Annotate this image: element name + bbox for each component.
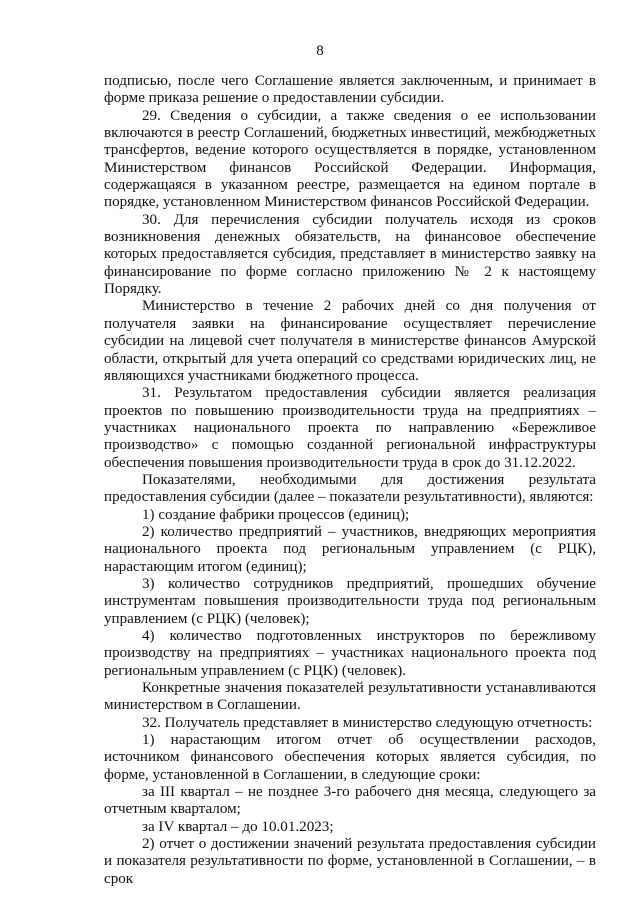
indicator-item-2: 2) количество предприятий – участников, внедряющих мероприятия национального проекта под региональным управлением (с РЦК), нарастающим итогом (единиц); (104, 523, 596, 575)
indicator-item-1: 1) создание фабрики процессов (единиц); (142, 506, 410, 523)
report-item-2: 2) отчет о достижении значений результата предоставления субсидии и показателя результативности по форме, установленной в Соглашении, – в срок (104, 836, 596, 887)
document-body (104, 73, 596, 888)
indicator-item-4: 4) количество подготовленных инструкторов по бережливому производству на предприятиях – участниках национального проекта под региональным управлением (с РЦК) (человек). (104, 628, 596, 679)
deadline-q4: за IV квартал – до 10.01.2023; (142, 818, 334, 835)
paragraph-continuation: подписью, после чего Соглашение является заключенным, и принимает в форме приказа решение о предоставлении субсидии. (104, 73, 596, 107)
paragraph-indicators-intro: Показателями, необходимыми для достижения результата предоставления субсидии (далее – показатели результативности), являются: (104, 471, 596, 506)
indicator-item-3: 3) количество сотрудников предприятий, прошедших обучение инструментам повышения производительности труда под региональным управлением (с РЦК) (человек); (104, 575, 596, 627)
paragraph-29: 29. Сведения о субсидии, а также сведения о ее использовании включаются в реестр Соглашений, бюджетных инвестиций, межбюджетных трансфертов, ведение которого осуществляется в порядке, установленном Министерством финансов Российской Федерации. Информация, содержащаяся в указанном реестре, размещается на едином портале в порядке, установленном Министерством финансов Российской Федерации. (104, 107, 596, 211)
deadline-q3: за III квартал – не позднее 3-го рабочего дня месяца, следующего за отчетным кварталом; (104, 784, 596, 818)
report-item-1: 1) нарастающим итогом отчет об осуществлении расходов, источником финансового обеспечения которых является субсидия, по форме, установленной в Соглашении, в следующие сроки: (104, 732, 596, 783)
paragraph-31: 31. Результатом предоставления субсидии является реализация проектов по повышению производительности труда на предприятиях – участниках национального проекта по направлению «Бережливое производство» с помощью созданной региональной инфраструктуры обеспечения повышения производительности труда в срок до 31.12.2022. (104, 385, 596, 471)
paragraph-indicator-values: Конкретные значения показателей результативности устанавливаются министерством в Соглашении. (104, 680, 596, 714)
paragraph-32: 32. Получатель представляет в министерство следующую отчетность: (142, 714, 593, 731)
paragraph-30-transfer: Министерство в течение 2 рабочих дней со дня получения от получателя заявки на финансирование осуществляет перечисление субсидии на лицевой счет получателя в министерстве финансов Амурской области, открытый для учета операций со средствами юридических лиц, не являющихся участниками бюджетного процесса. (104, 298, 596, 384)
page-number: 8 (316, 43, 324, 59)
paragraph-30: 30. Для перечисления субсидии получатель исходя из сроков возникновения денежных обязательств, на финансовое обеспечение которых предоставляется субсидия, представляет в министерство заявку на финансирование по форме согласно приложению № 2 к настоящему Порядку. (104, 211, 596, 298)
